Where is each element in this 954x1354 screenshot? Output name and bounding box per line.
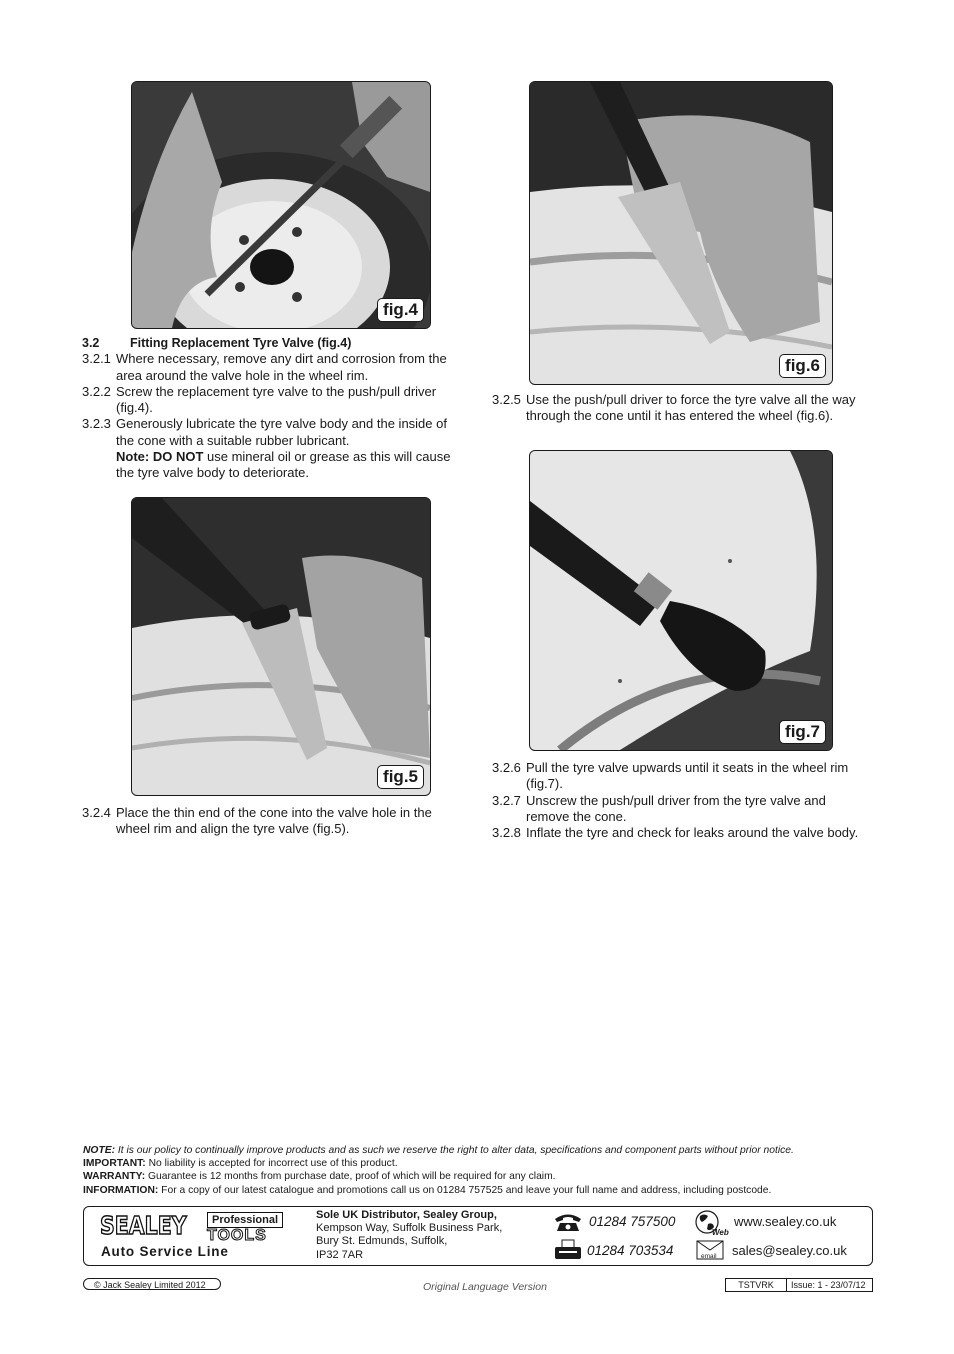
issue-info: Issue: 1 - 23/07/12	[791, 1280, 866, 1290]
step-3-2-2	[82, 384, 452, 417]
note-label: NOTE:	[83, 1145, 116, 1156]
fig5-illustration	[132, 498, 430, 795]
note-label: Note: DO NOT	[116, 449, 204, 465]
step-number: 3.2.5	[492, 392, 521, 407]
step-3-2-5-block	[492, 392, 872, 425]
step-3-2-4-block	[82, 805, 452, 838]
important-text: No liability is accepted for incorrect use of this product.	[145, 1158, 398, 1170]
fig6-label: fig.6	[779, 354, 826, 378]
step-text: Use the push/pull driver to force the tyre valve all the way through the cone until it has entered the wheel (fig.6).	[526, 392, 856, 424]
telephone-icon	[553, 1212, 583, 1232]
fax-number: 01284 703534	[587, 1243, 674, 1258]
fax-icon	[553, 1239, 583, 1261]
fig6-illustration	[530, 82, 832, 384]
note-line	[83, 1144, 883, 1157]
distributor-title: Sole UK Distributor, Sealey Group,	[316, 1209, 497, 1221]
right-column-steps	[492, 760, 872, 841]
fig7-illustration	[530, 451, 832, 750]
website-link[interactable]: www.sealey.co.uk	[734, 1214, 837, 1229]
warranty-text: Guarantee is 12 months from purchase date, proof of which will be required for any claim.	[145, 1171, 556, 1183]
logo-auto-service-line: Auto Service Line	[101, 1244, 229, 1259]
important-line	[83, 1157, 883, 1170]
step-number: 3.2.2	[82, 383, 111, 399]
information-line	[83, 1184, 883, 1197]
email-icon-text: email	[701, 1253, 717, 1260]
sealey-logo	[100, 1211, 286, 1261]
copyright-badge: © Jack Sealey Limited 2012	[83, 1278, 221, 1290]
warranty-line	[83, 1170, 883, 1183]
address-line-1: Kempson Way, Suffolk Business Park,	[316, 1222, 503, 1235]
figure-7-photo	[529, 450, 833, 751]
step-3-2-8	[492, 825, 872, 841]
model-reference: TSTVRK	[726, 1279, 787, 1291]
step-number: 3.2.7	[492, 792, 521, 808]
note-text: use mineral oil or grease as this will cause the tyre valve body to deteriorate.	[116, 449, 451, 481]
step-text: Place the thin end of the cone into the valve hole in the wheel rim and align the tyre valve (fig.5).	[116, 805, 432, 837]
figure-6-photo	[529, 81, 833, 385]
section-heading	[82, 335, 452, 351]
important-label: IMPORTANT:	[83, 1158, 146, 1170]
step-text: Unscrew the push/pull driver from the tyre valve and remove the cone.	[526, 792, 826, 824]
logo-brand: SEALEY	[100, 1211, 187, 1240]
fig7-label: fig.7	[779, 720, 826, 744]
section-number: 3.2	[82, 336, 100, 350]
logo-professional: Professional	[207, 1212, 283, 1228]
step-text: Where necessary, remove any dirt and corrosion from the area around the valve hole in the wheel rim.	[116, 351, 447, 383]
distributor-address	[316, 1209, 546, 1262]
left-column-text	[82, 335, 452, 482]
information-label: INFORMATION:	[83, 1184, 159, 1196]
logo-tools: TOOLS	[207, 1227, 267, 1244]
step-text: Inflate the tyre and check for leaks around the valve body.	[526, 825, 859, 841]
section-title: Fitting Replacement Tyre Valve (fig.4)	[130, 336, 352, 350]
fig5-label: fig.5	[377, 765, 424, 789]
step-3-2-3	[82, 416, 452, 449]
address-line-3: IP32 7AR	[316, 1248, 364, 1261]
fig4-illustration	[132, 82, 430, 328]
envelope-icon	[696, 1240, 724, 1260]
information-text: For a copy of our latest catalogue and promotions call us on 01284 757525 and leave your full name and address, including postcode.	[158, 1184, 772, 1196]
step-number: 3.2.1	[82, 351, 111, 367]
step-3-2-4	[82, 805, 452, 838]
address-line-2: Bury St. Edmunds, Suffolk,	[316, 1235, 448, 1248]
step-text: Pull the tyre valve upwards until it seats in the wheel rim (fig.7).	[526, 760, 849, 792]
step-3-2-7	[492, 793, 872, 826]
language-version: Original Language Version	[423, 1281, 547, 1293]
step-note	[82, 449, 452, 482]
phone-number: 01284 757500	[589, 1214, 676, 1229]
step-3-2-1	[82, 351, 452, 384]
note-text: It is our policy to continually improve products and as such we reserve the right to alter data, specifications and component parts without prior notice.	[115, 1145, 794, 1156]
figure-4-photo	[131, 81, 431, 329]
step-text: Generously lubricate the tyre valve body and the inside of the cone with a suitable rubber lubricant.	[116, 416, 447, 448]
warranty-label: WARRANTY:	[83, 1171, 146, 1183]
globe-icon	[694, 1210, 730, 1236]
figure-5-photo	[131, 497, 431, 796]
email-link[interactable]: sales@sealey.co.uk	[732, 1243, 847, 1258]
contact-box	[83, 1206, 873, 1266]
step-number: 3.2.8	[492, 825, 521, 841]
footer-notes	[83, 1144, 883, 1197]
step-number: 3.2.6	[492, 760, 521, 775]
document-reference	[725, 1278, 873, 1292]
step-number: 3.2.3	[82, 416, 111, 432]
step-text: Screw the replacement tyre valve to the push/pull driver (fig.4).	[116, 383, 437, 416]
web-icon-text: Web	[712, 1228, 729, 1236]
step-number: 3.2.4	[82, 805, 111, 820]
step-3-2-5	[492, 392, 872, 425]
step-3-2-6	[492, 760, 872, 793]
fig4-label: fig.4	[377, 298, 424, 322]
